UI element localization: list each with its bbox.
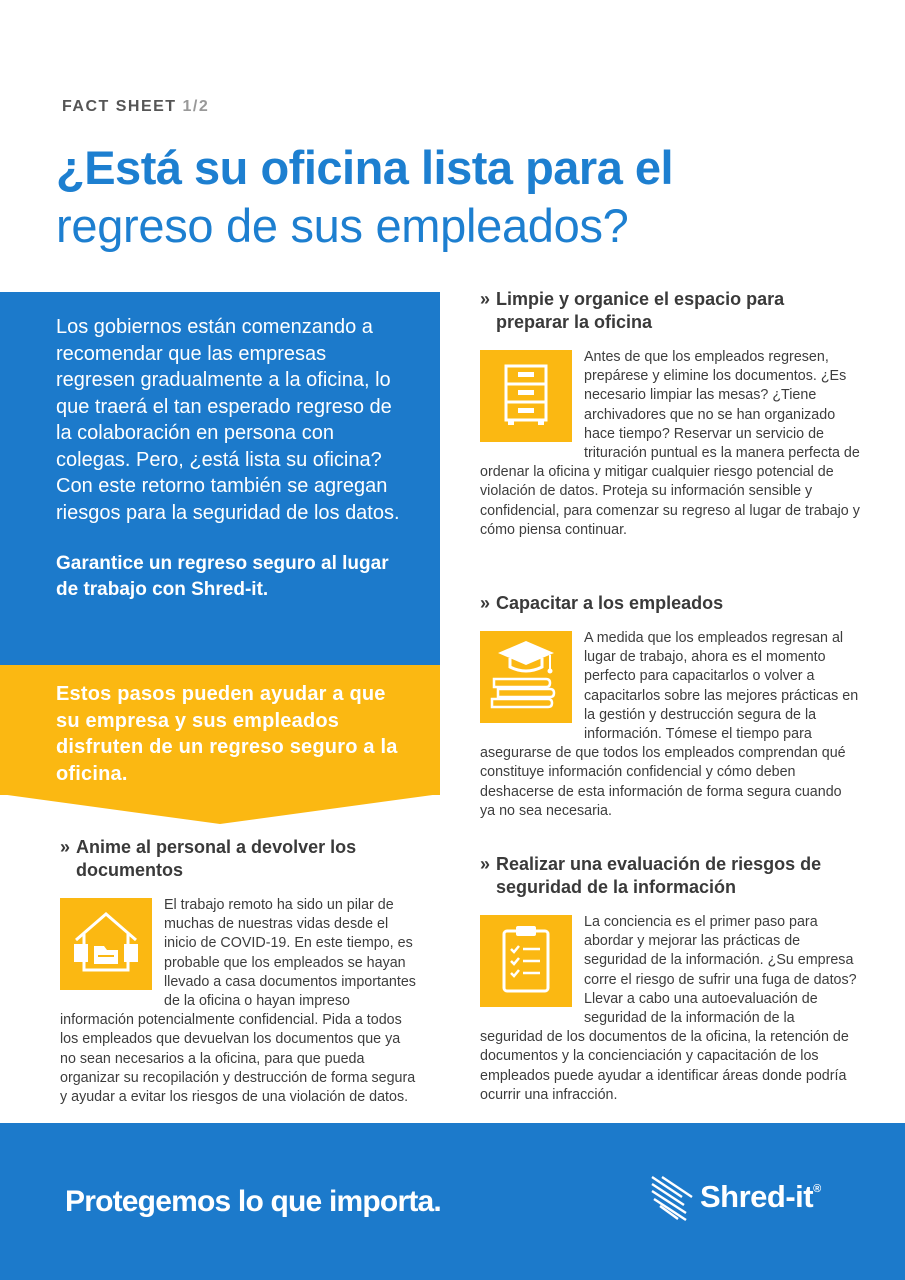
section-marker: » <box>60 837 71 857</box>
steps-note: Estos pasos pueden ayudar a que su empresa y sus empleados disfruten de un regreso seguro a la oficina. <box>56 683 398 785</box>
intro-text: Los gobiernos están comenzando a recomendar que las empresas regresen gradualmente a la oficina, lo que traerá el tan esperado regreso de la colaboración en persona con colegas. Pero, ¿está lista su oficina? Con este retorno también se agregan riesgos para la seguridad de los datos. <box>56 316 400 524</box>
section-body <box>480 629 860 821</box>
steps-callout <box>0 665 440 795</box>
section-train-employees <box>480 592 860 821</box>
clipboard-checklist-icon <box>480 915 572 1007</box>
section-marker: » <box>480 289 491 309</box>
section-heading-text: Limpie y organice el espacio para preparar la oficina <box>496 289 785 332</box>
intro-panel <box>0 292 440 665</box>
shred-lines-icon <box>650 1173 696 1223</box>
title-line-1: ¿Está su oficina lista para el <box>56 141 674 194</box>
section-body-text: Antes de que los empleados regresen, prepárese y elimine los documentos. ¿Es necesario limpiar las mesas? ¿Tiene archivadores que no se han organizado hace tiempo? Reservar un servicio de trituración puntual es la manera perfecta de ordenar la oficina y mitigar cualquier riesgo potencial de violación de datos. Proteja su información sensible y confidencial, para comenzar su regreso al lugar de trabajo y cómo piensa continuar. <box>480 349 860 538</box>
section-clean-organize <box>480 288 860 540</box>
section-heading-text: Realizar una evaluación de riesgos de seguridad de la información <box>496 854 822 897</box>
shred-it-logo <box>650 1173 850 1223</box>
section-body-text: El trabajo remoto ha sido un pilar de muchas de nuestras vidas desde el inicio de COVID-19. En este tiempo, es probable que los empleados se hayan llevado a casa documentos importantes de la oficina o hayan impreso información potencialmente confidencial. Pida a todos los empleados que devuelvan los documentos que ya no sean necesarios a la oficina, para que pueda organizar su recopilación y destrucción de forma segura y ayudar a evitar los riesgos de una violación de datos. <box>60 897 416 1106</box>
section-body <box>60 896 420 1107</box>
page-title <box>56 140 856 256</box>
fact-sheet-label <box>62 98 209 116</box>
section-risk-assessment <box>480 853 860 1105</box>
section-heading <box>480 853 860 899</box>
filing-cabinet-icon <box>480 350 572 442</box>
registered-mark: ® <box>813 1183 821 1195</box>
fact-sheet-text: FACT SHEET <box>62 98 177 115</box>
section-body-text: A medida que los empleados regresan al lugar de trabajo, ahora es el momento perfecto para capacitarlos o volver a capacitarlos sobre las mejores prácticas en la gestión y destrucción segura de la información. Tómese el tiempo para asegurarse de que todos los empleados comprendan qué constituye información confidencial y cómo deben deshacerse de esta información de forma segura cuando ya no sea necesaria. <box>480 630 859 819</box>
section-heading <box>480 592 860 615</box>
intro-cta: Garantice un regreso seguro al lugar de trabajo con Shred-it. <box>56 553 389 600</box>
footer-tagline: Protegemos lo que importa. <box>65 1185 441 1218</box>
title-line-2: regreso de sus empleados? <box>56 199 629 252</box>
section-body-text: La conciencia es el primer paso para abordar y mejorar las prácticas de seguridad de la información. ¿Su empresa corre el riesgo de sufrir una fuga de datos? Llevar a cabo una autoevaluación de seguridad de la información de la seguridad de los documentos de la oficina, la retención de documentos y la concienciación y capacitación de los empleados puede ayudar a identificar áreas donde podría ocurrir una infracción. <box>480 914 857 1103</box>
section-heading <box>480 288 860 334</box>
brand-name <box>700 1179 821 1215</box>
section-marker: » <box>480 593 491 613</box>
section-marker: » <box>480 854 491 874</box>
section-body <box>480 348 860 540</box>
page-indicator: 1/2 <box>182 98 210 115</box>
graduation-books-icon <box>480 631 572 723</box>
section-body <box>480 913 860 1105</box>
section-return-documents <box>60 836 420 1107</box>
home-documents-icon <box>60 898 152 990</box>
brand-text: Shred-it <box>700 1179 814 1214</box>
callout-arrow <box>0 794 440 824</box>
footer-band <box>0 1123 905 1280</box>
section-heading <box>60 836 420 882</box>
section-heading-text: Anime al personal a devolver los documentos <box>76 837 357 880</box>
section-heading-text: Capacitar a los empleados <box>496 593 724 613</box>
